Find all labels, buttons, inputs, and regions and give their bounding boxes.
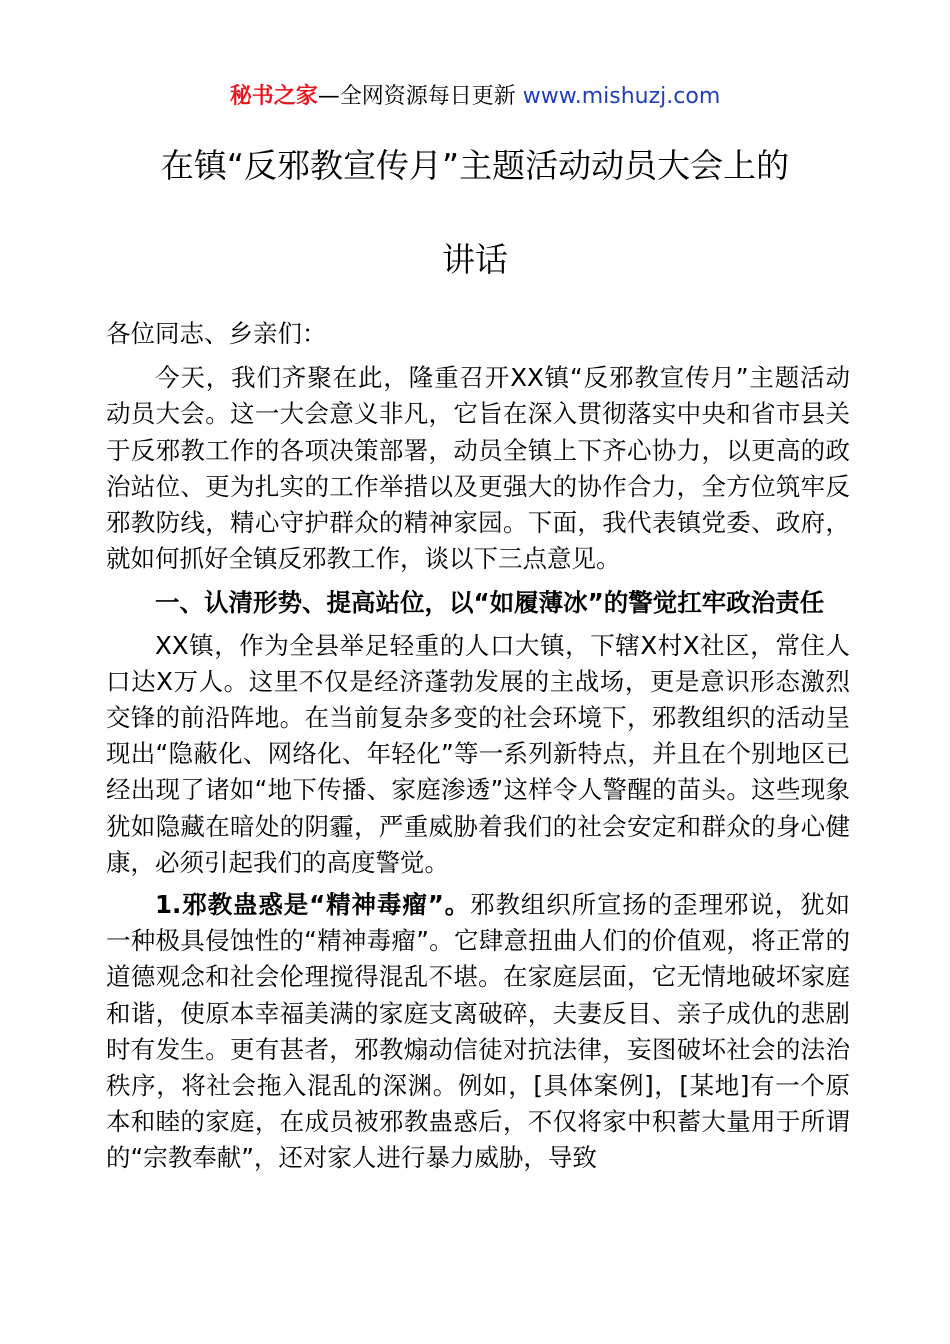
header-tagline: —全网资源每日更新 — [317, 84, 516, 109]
title-line-2: 讲话 — [442, 240, 508, 279]
header-url[interactable]: www.mishuzj.com — [522, 84, 721, 109]
paragraph-intro: 今天，我们齐聚在此，隆重召开XX镇“反邪教宣传月”主题活动动员大会。这一大会意义非凡，它旨在深入贯彻落实中央和省市县关于反邪教工作的各项决策部署，动员全镇上下齐心协力，以更高的政治站位、更为扎实的工作举措以及更强大的协作合力，全方位筑牢反邪教防线，精心守护群众的精神家园。下面，我代表镇党委、政府，就如何抓好全镇反邪教工作，谈以下三点意见。 — [106, 363, 850, 574]
salutation: 各位同志、乡亲们： — [106, 319, 327, 348]
section-heading-1: 一、认清形势、提高站位，以“如履薄冰”的警觉扛牢政治责任 — [155, 588, 825, 618]
point-1-lead: 1.邪教蛊惑是“精神毒瘤”。 — [155, 890, 471, 920]
point-1-text: 邪教组织所宣扬的歪理邪说，犹如一种极具侵蚀性的“精神毒瘤”。它肆意扭曲人们的价值观，将正常的道德观念和社会伦理搅得混乱不堪。在家庭层面，它无情地破坏家庭和谐，使原本幸福美满的家庭支离破碎，夫妻反目、亲子成仇的悲剧时有发生。更有甚者，邪教煽动信徒对抗法律，妄图破坏社会的法治秩序，将社会拖入混乱的深渊。例如，[具体案例]，[某地]有一个原本和睦的家庭，在成员被邪教蛊惑后，不仅将家中积蓄大量用于所谓的“宗教奉献”，还对家人进行暴力威胁，导致 — [106, 890, 851, 1173]
document-title — [60, 140, 890, 286]
paragraph-point-1 — [106, 887, 850, 1177]
brand-name: 秘书之家 — [229, 84, 318, 109]
paragraph-situation: XX镇，作为全县举足轻重的人口大镇，下辖X村X社区，常住人口达X万人。这里不仅是经济蓬勃发展的主战场，更是意识形态激烈交锋的前沿阵地。在当前复杂多变的社会环境下，邪教组织的活动呈现出“隐蔽化、网络化、年轻化”等一系列新特点，并且在个别地区已经出现了诸如“地下传播、家庭渗透”这样令人警醒的苗头。这些现象犹如隐藏在暗处的阴霾，严重威胁着我们的社会安定和群众的身心健康，必须引起我们的高度警觉。 — [106, 630, 850, 877]
document-body — [106, 316, 850, 1177]
title-line-1: 在镇“反邪教宣传月”主题活动动员大会上的 — [160, 146, 790, 185]
page-header — [0, 82, 950, 112]
